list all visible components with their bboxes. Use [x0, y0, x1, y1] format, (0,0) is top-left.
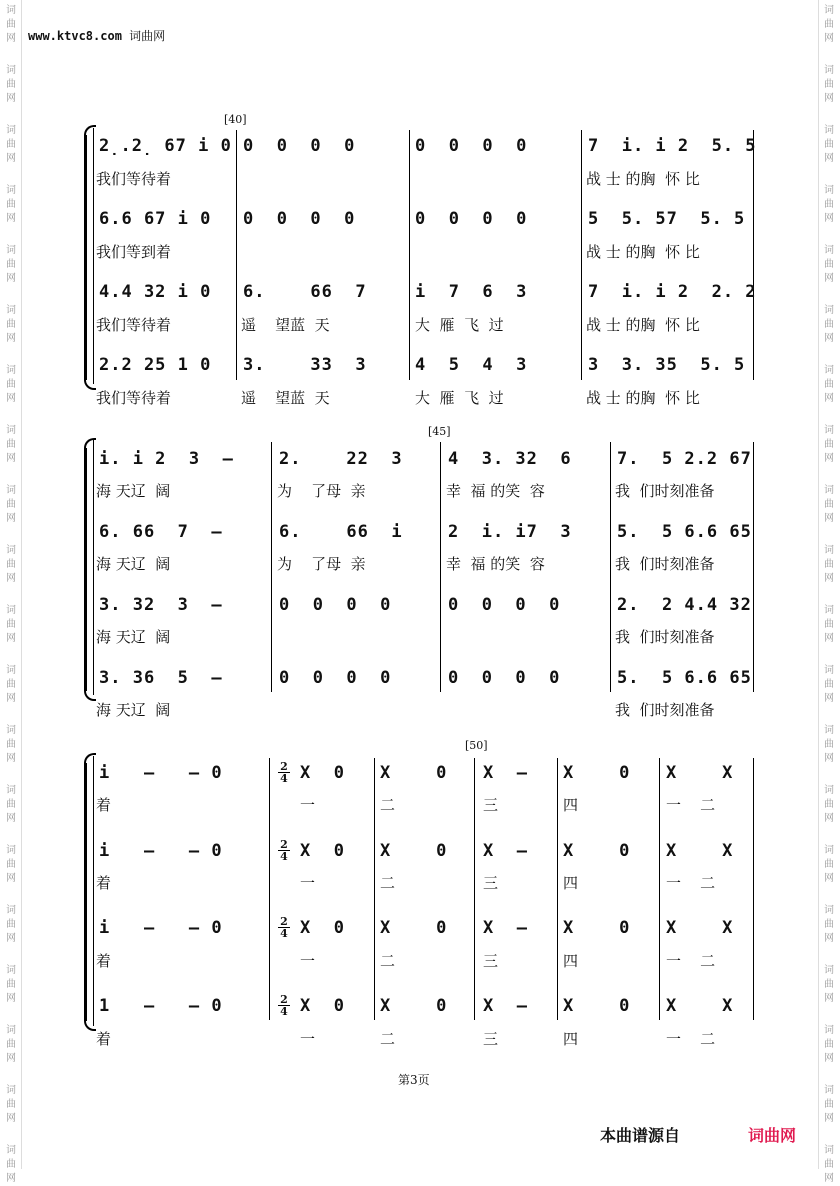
notes: X 0: [300, 763, 345, 783]
notes: X 0: [563, 763, 631, 783]
lyric: 我们等待着: [96, 170, 172, 188]
notes: 0 0 0 0: [279, 595, 392, 615]
notes: i 7 6 3: [415, 282, 528, 302]
notes: 4 3. 32 6: [448, 449, 572, 469]
watermark-text: 词 曲 网: [6, 1085, 16, 1124]
watermark-text: 词 曲 网: [824, 785, 834, 824]
notes: X –: [483, 841, 528, 861]
watermark-text: 词 曲 网: [824, 605, 834, 644]
watermark-text: 词 曲 网: [6, 905, 16, 944]
lyric: 我 们时刻准备: [615, 555, 715, 573]
lyric: 大 雁 飞 过: [415, 389, 504, 407]
watermark-text: 词 曲 网: [6, 305, 16, 344]
notes: i – – 0: [99, 763, 223, 783]
notes: 0 0 0 0: [279, 668, 392, 688]
lyric: 四: [563, 874, 579, 892]
watermark-text: 词 曲 网: [6, 1025, 16, 1064]
watermark-text: 词 曲 网: [6, 845, 16, 884]
system-bracket: [84, 448, 87, 691]
watermark-text: 词 曲 网: [6, 425, 16, 464]
lyric: 一: [300, 796, 316, 814]
time-signature: 2 4: [278, 761, 290, 784]
lyric: 遥 望蓝 天: [241, 389, 330, 407]
notes: 2 i. i7 3: [448, 522, 572, 542]
lyric: 着: [96, 796, 112, 814]
lyric: 一: [300, 1030, 316, 1048]
lyric: 海 天辽 阔: [96, 628, 171, 646]
lyric: 着: [96, 874, 112, 892]
notes: X 0: [563, 841, 631, 861]
notes: X –: [483, 763, 528, 783]
watermark-text: 词 曲 网: [824, 665, 834, 704]
watermark-text: 词 曲 网: [6, 605, 16, 644]
header-url[interactable]: www.ktvc8.com 词曲网: [28, 29, 166, 43]
lyric: 为 了母 亲: [277, 555, 366, 573]
lyric: 一 二: [666, 796, 716, 814]
right-watermark: [818, 0, 840, 1184]
lyric: 二: [380, 874, 396, 892]
watermark-text: 词 曲 网: [6, 725, 16, 764]
notes: 0 0 0 0: [415, 136, 528, 156]
lyric: 一: [300, 952, 316, 970]
page-number: 第3页: [398, 1073, 430, 1087]
lyric: 四: [563, 796, 579, 814]
watermark-text: 词 曲 网: [824, 725, 834, 764]
lyric: 着: [96, 952, 112, 970]
system-bracket: [84, 763, 87, 1021]
notes: i – – 0: [99, 918, 223, 938]
lyric: 战 士 的胸 怀 比: [586, 389, 700, 407]
watermark-text: 词 曲 网: [824, 245, 834, 284]
lyric: 二: [380, 796, 396, 814]
notes: X 0: [380, 918, 448, 938]
lyric: 二: [380, 1030, 396, 1048]
watermark-text: 词 曲 网: [824, 845, 834, 884]
notes: 5. 5 6.6 65: [617, 522, 752, 542]
notes: X X: [666, 841, 734, 861]
watermark-text: 词 曲 网: [824, 1025, 834, 1064]
notes: 3. 32 3 –: [99, 595, 223, 615]
watermark-text: 词 曲 网: [824, 185, 834, 224]
lyric: 一 二: [666, 952, 716, 970]
lyric: 大 雁 飞 过: [415, 316, 504, 334]
notes: X 0: [380, 996, 448, 1016]
notes: 5 5. 57 5. 5: [588, 209, 746, 229]
watermark-text: 词 曲 网: [824, 425, 834, 464]
time-signature: 2 4: [278, 839, 290, 862]
lyric: 着: [96, 1030, 112, 1048]
lyric: 战 士 的胸 怀 比: [586, 316, 700, 334]
lyric: 我 们时刻准备: [615, 482, 715, 500]
lyric: 二: [380, 952, 396, 970]
watermark-text: 词 曲 网: [824, 365, 834, 404]
watermark-text: 词 曲 网: [824, 485, 834, 524]
notes: X X: [666, 763, 734, 783]
lyric: 四: [563, 1030, 579, 1048]
watermark-text: 词 曲 网: [824, 905, 834, 944]
measure-marker-50: [50]: [465, 739, 488, 752]
lyric: 我 们时刻准备: [615, 701, 715, 719]
lyric: 三: [483, 1030, 499, 1048]
watermark-text: 词 曲 网: [824, 125, 834, 164]
notes: 6. 66 7: [243, 282, 367, 302]
notes: 2. 22 3: [279, 449, 403, 469]
lyric: 战 士 的胸 怀 比: [586, 243, 700, 261]
lyric: 四: [563, 952, 579, 970]
watermark-text: 词 曲 网: [824, 5, 834, 44]
time-signature: 2 4: [278, 994, 290, 1017]
notes: 2. 2 4.4 32: [617, 595, 752, 615]
watermark-text: 词 曲 网: [824, 545, 834, 584]
lyric: 我们等待着: [96, 389, 172, 407]
lyric: 海 天辽 阔: [96, 701, 171, 719]
watermark-text: 词 曲 网: [824, 65, 834, 104]
measure-marker-45: [45]: [428, 425, 451, 438]
lyric: 战 士 的胸 怀 比: [586, 170, 700, 188]
notes: 0 0 0 0: [243, 209, 356, 229]
notes: 7. 5 2.2 67: [617, 449, 752, 469]
notes: 0 0 0 0: [243, 136, 356, 156]
watermark-text: 词 曲 网: [6, 1145, 16, 1184]
measure-marker-40: [40]: [224, 113, 247, 126]
left-watermark: [0, 0, 22, 1184]
lyric: 三: [483, 874, 499, 892]
notes: i – – 0: [99, 841, 223, 861]
lyric: 一 二: [666, 1030, 716, 1048]
lyric: 为 了母 亲: [277, 482, 366, 500]
notes: 2̣.2̣ 67 i 0: [99, 136, 232, 156]
watermark-text: 词 曲 网: [824, 965, 834, 1004]
notes: 3 3. 35 5. 5: [588, 355, 746, 375]
notes: 3. 36 5 –: [99, 668, 223, 688]
watermark-text: 词 曲 网: [6, 365, 16, 404]
notes: 4.4 32 i 0: [99, 282, 212, 302]
time-signature: 2 4: [278, 916, 290, 939]
notes: 0 0 0 0: [415, 209, 528, 229]
lyric: 三: [483, 952, 499, 970]
lyric: 三: [483, 796, 499, 814]
watermark-text: 词 曲 网: [6, 965, 16, 1004]
notes: 0 0 0 0: [448, 595, 561, 615]
notes: 6. 66 i: [279, 522, 403, 542]
notes: 7 i. i 2 2. 2: [588, 282, 757, 302]
notes: 3. 33 3: [243, 355, 367, 375]
lyric: 我 们时刻准备: [615, 628, 715, 646]
watermark-text: 词 曲 网: [6, 185, 16, 224]
notes: X 0: [300, 996, 345, 1016]
lyric: 我们等待着: [96, 316, 172, 334]
system-bracket: [84, 135, 87, 380]
notes: X 0: [563, 996, 631, 1016]
watermark-text: 词 曲 网: [6, 785, 16, 824]
notes: 6.6 67 i 0: [99, 209, 212, 229]
header-site-name: 词曲网: [129, 29, 166, 43]
watermark-text: 词 曲 网: [824, 1145, 834, 1184]
watermark-text: 词 曲 网: [6, 125, 16, 164]
lyric: 一 二: [666, 874, 716, 892]
notes: 5. 5 6.6 65: [617, 668, 752, 688]
watermark-text: 词 曲 网: [824, 1085, 834, 1124]
watermark-text: 词 曲 网: [824, 305, 834, 344]
source-text: 本曲谱源自: [600, 1126, 681, 1145]
notes: X 0: [380, 841, 448, 861]
notes: X 0: [563, 918, 631, 938]
lyric: 海 天辽 阔: [96, 555, 171, 573]
notes: 0 0 0 0: [448, 668, 561, 688]
watermark-text: 词 曲 网: [6, 545, 16, 584]
lyric: 海 天辽 阔: [96, 482, 171, 500]
notes: 2.2 25 1 0: [99, 355, 212, 375]
lyric: 幸 福 的笑 容: [446, 555, 545, 573]
watermark-text: 词 曲 网: [6, 5, 16, 44]
notes: X X: [666, 918, 734, 938]
notes: 7 i. i 2 5. 5: [588, 136, 757, 156]
notes: 6. 66 7 –: [99, 522, 223, 542]
notes: X 0: [300, 918, 345, 938]
notes: i. i 2 3 –: [99, 449, 234, 469]
watermark-text: 词 曲 网: [6, 245, 16, 284]
brand-link[interactable]: 词曲网: [748, 1126, 797, 1145]
notes: 4 5 4 3: [415, 355, 528, 375]
watermark-text: 词 曲 网: [6, 485, 16, 524]
notes: X –: [483, 996, 528, 1016]
notes: 1 – – 0: [99, 996, 223, 1016]
notes: X X: [666, 996, 734, 1016]
notes: X –: [483, 918, 528, 938]
watermark-text: 词 曲 网: [6, 665, 16, 704]
lyric: 遥 望蓝 天: [241, 316, 330, 334]
lyric: 我们等到着: [96, 243, 172, 261]
lyric: 幸 福 的笑 容: [446, 482, 545, 500]
notes: X 0: [300, 841, 345, 861]
notes: X 0: [380, 763, 448, 783]
watermark-text: 词 曲 网: [6, 65, 16, 104]
lyric: 一: [300, 874, 316, 892]
